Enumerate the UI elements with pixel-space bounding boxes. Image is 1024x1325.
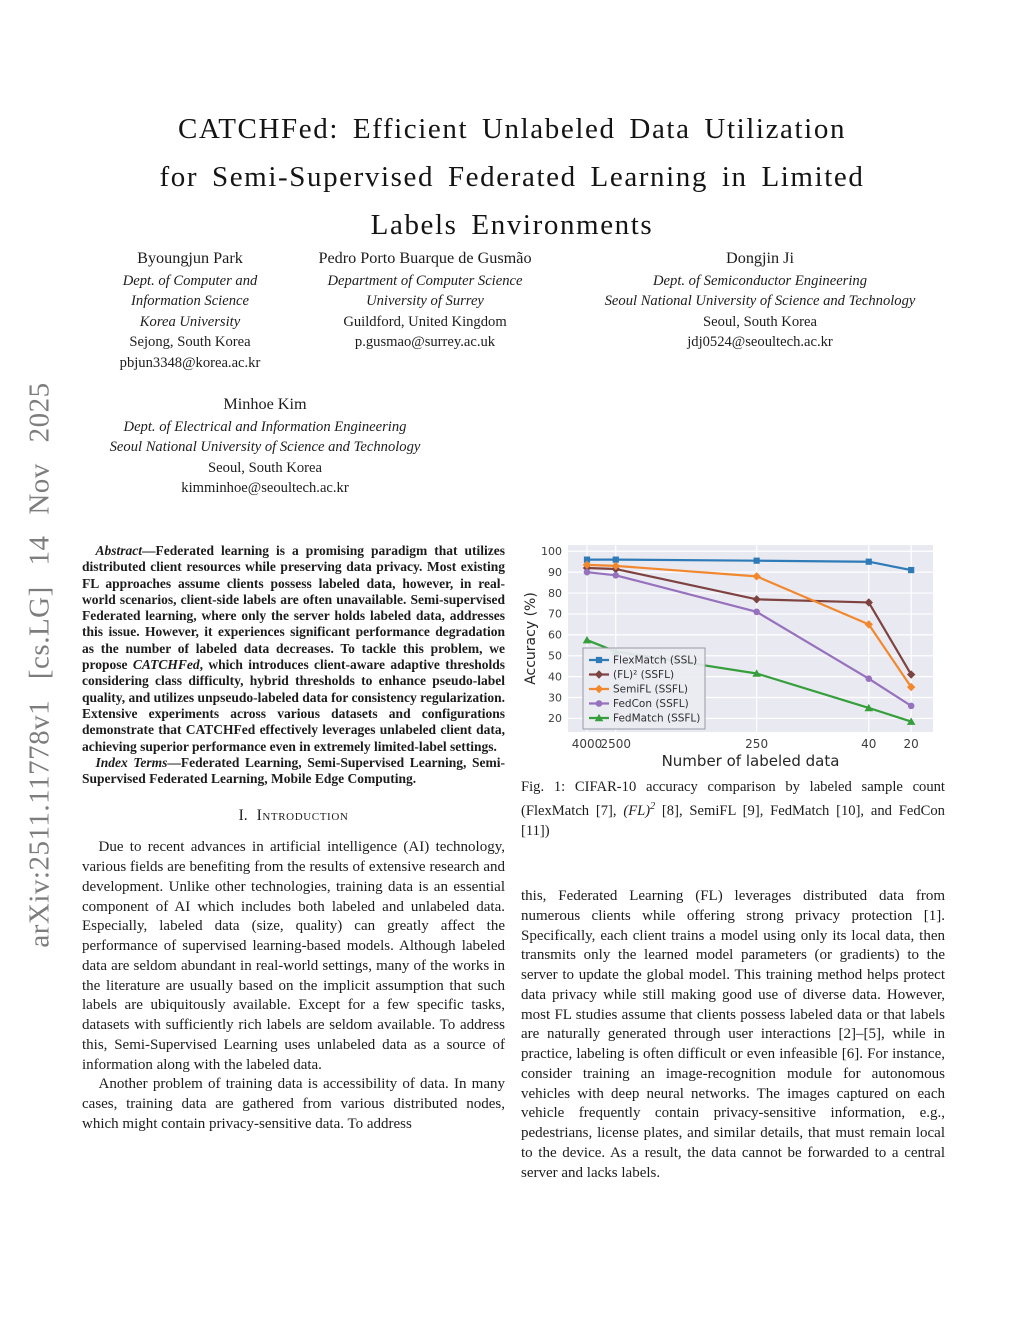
author-dept-line: Seoul National University of Science and Technology [109,439,421,455]
author-name: Minhoe Kim [223,395,307,413]
author-name: Byoungjun Park [137,249,243,267]
abstract-emphasis: CATCHFed [132,657,200,673]
author-name: Pedro Porto Buarque de Gusmão [318,249,532,267]
svg-text:250: 250 [745,737,769,751]
svg-text:40: 40 [861,737,877,751]
author-dept-line: Korea University [139,313,241,330]
author-email: pbjun3348@korea.ac.kr [119,354,261,371]
author-location: Guildford, United Kingdom [343,313,507,330]
svg-text:70: 70 [548,607,562,621]
figure-1 [521,540,945,841]
author-dept-line: University of Surrey [366,293,484,309]
author-email: jdj0524@seoultech.ac.kr [687,334,833,350]
section-title: Introduction [256,807,349,825]
x-axis-title: Number of labeled data [661,752,840,770]
author-location: Seoul, South Korea [703,313,817,330]
abstract-text: , which introduces client-aware adaptive thresholds considering class difficulty, hybrid thresholds to enhance pseudo-label quality, and utilizes unpseudo-labeled data for consistency regularization. Extensive experiments across various datasets and configurations demonstrate that CATCHFed effectively leverages unlabeled client data, achieving superior performance even in extremely limited-label settings. [82,657,505,754]
author-dept-line: Dept. of Electrical and Information Engineering [123,418,407,435]
section-heading-introduction [82,807,505,825]
caption-text: [8], SemiFL [9], FedMatch [10], and FedCon [11]) [521,803,945,839]
author-location: Sejong, South Korea [129,334,251,350]
svg-text:60: 60 [548,628,562,642]
svg-text:40: 40 [548,670,562,684]
author-location: Seoul, South Korea [208,459,322,476]
author-dept-line: Seoul National University of Science and Technology [604,293,916,309]
svg-text:20: 20 [548,712,562,726]
caption-superscript: 2 [650,801,656,813]
author-block-2 [285,248,565,353]
svg-text:50: 50 [548,649,562,663]
left-column [82,543,505,1135]
svg-text:20: 20 [903,737,919,751]
accuracy-line-chart [521,540,945,770]
index-terms-label: Index Terms [95,754,168,770]
author-dept-line: Dept. of Semiconductor Engineering [653,272,867,289]
svg-text:SemiFL (SSFL): SemiFL (SSFL) [613,683,688,696]
figure-1-caption [521,778,945,841]
svg-text:80: 80 [548,586,562,600]
index-terms-paragraph [82,755,505,788]
title-line-2: for Semi-Supervised Federated Learning in Limited [159,161,865,194]
arxiv-watermark-text: arXiv:2511.11778v1 [cs.LG] 14 Nov 2025 [23,382,56,948]
abstract-text: —Federated learning is a promising paradigm that utilizes distributed client resources while preserving data privacy. Most existing FL approaches assume clients possess labeled data, however, in real-world scenarios, client-side labels are often unavailable. Semi-supervised Federated learning, where only the server holds labeled data, addresses this issue. However, it experiences significant performance degradation as the number of labeled data decreases. To tackle this problem, we propose [82,543,505,673]
section-number: I. [238,807,248,825]
author-dept-line: Department of Computer Science [327,272,523,289]
author-block-1 [80,248,300,373]
right-column [521,540,945,1183]
author-email: p.gusmao@surrey.ac.uk [354,334,496,350]
title-line-1: CATCHFed: Efficient Unlabeled Data Utilization [177,113,847,146]
author-dept-line: Information Science [131,293,249,309]
y-axis-title: Accuracy (%) [523,592,539,685]
author-name: Dongjin Ji [726,249,794,267]
title-line-3: Labels Environments [370,209,654,242]
intro-paragraph-right: this, Federated Learning (FL) leverages distributed data from numerous clients while offering strong privacy protection [1]. Specifically, each client trains a model using only its local data, then transmits only the learned model parameters (or gradients) to the server to update the global model. This training method helps protect data privacy while still making good use of diverse data. However, most FL studies assume that clients possess labeled data or that labels are naturally generated through user interactions [2]–[5], while in practice, labeling is often difficult or even infeasible [6]. For instance, consider training an image-recognition module for autonomous vehicles with deep neural networks. The images captured on each vehicle frequently contain privacy-sensitive information, e.g., pedestrians, license plates, and similar details, that must remain local to the device. As a result, the data cannot be forwarded to a central server and lacks labels. [521,888,945,1181]
author-email: kimminhoe@seoultech.ac.kr [181,480,349,496]
index-terms-text: —Federated Learning, Semi-Supervised Learning, Semi-Supervised Federated Learning, Mobile Edge Computing. [82,754,506,787]
svg-text:4000: 4000 [571,737,603,751]
intro-paragraph-1: Due to recent advances in artificial intelligence (AI) technology, various fields are benefiting from the results of extensive research and development. Unlike other technologies, training data is an essential component of AI which includes both labeled and unlabeled data. Especially, labeled data (size, quality) can greatly affect the performance of supervised learning-based models. Although labeled data are seldom abundant in real-world settings, many of the works in the literature are usually based on the implicit assumption that such labels are ubiquitously available. Except for a few specific tasks, datasets with sufficiently rich labels are seldom available. To address this, Semi-Supervised Learning uses unlabeled data as a source of information along with the labeled data. [82,839,505,1073]
svg-text:FedCon (SSFL): FedCon (SSFL) [613,698,689,711]
svg-text:2500: 2500 [600,737,632,751]
svg-text:30: 30 [548,691,562,705]
author-block-3 [560,248,960,353]
intro-paragraph-2: Another problem of training data is accessibility of data. In many cases, training data are gathered from various distributed nodes, which might contain privacy-sensitive data. To address [82,1076,505,1132]
legend [583,648,705,729]
caption-text: Fig. 1: CIFAR-10 accuracy comparison by labeled sample count (FlexMatch [7], [521,779,945,820]
caption-math: (FL) [623,803,651,820]
author-dept-line: Dept. of Computer and [122,272,258,289]
svg-text:(FL)² (SSFL): (FL)² (SSFL) [613,669,675,682]
svg-text:FedMatch (SSFL): FedMatch (SSFL) [613,712,701,725]
paper-title [62,105,962,249]
svg-text:FlexMatch (SSL): FlexMatch (SSL) [613,654,698,667]
abstract-paragraph [82,543,505,755]
svg-text:100: 100 [541,545,562,559]
abstract-label: Abstract [95,543,143,558]
author-block-4 [70,394,460,499]
svg-text:90: 90 [548,565,562,579]
